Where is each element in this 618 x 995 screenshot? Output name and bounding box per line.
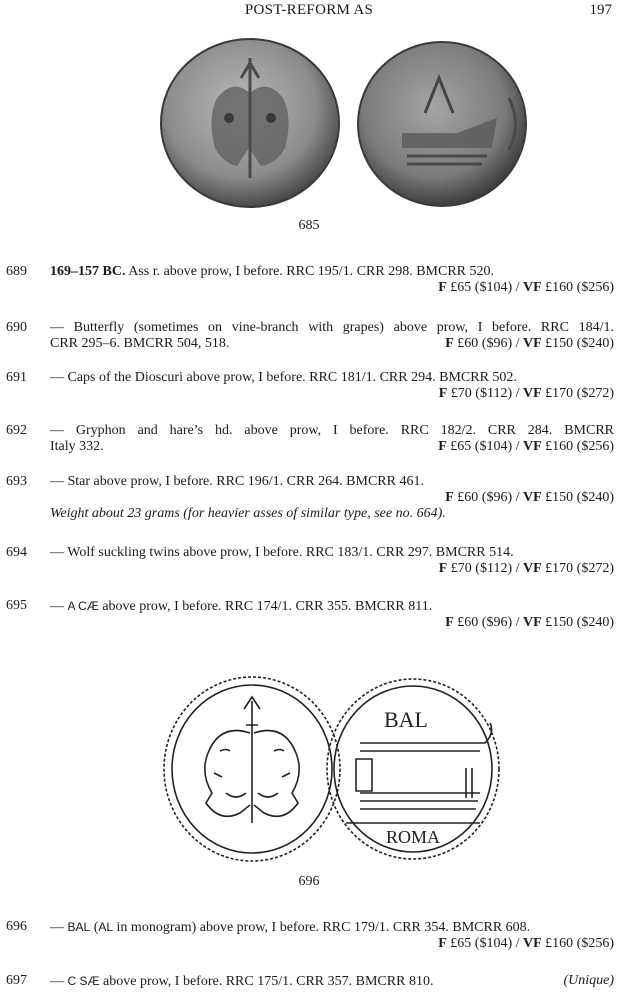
coin-legend: BAL (67, 920, 91, 934)
entry-description: — Caps of the Dioscuri above prow, I before. RRC 181/1. CRR 294. BMCRR 502. (50, 370, 517, 385)
entry-date: 169–157 BC. (50, 264, 126, 279)
catalogue-entry-695: 695 — A CÆ above prow, I before. RRC 174/1. CRR 355. BMCRR 811. F £60 ($96) / VF £150 ($240) (6, 598, 614, 630)
coin-legend: C SÆ (67, 974, 100, 988)
catalogue-entry-689 (6, 264, 618, 296)
price-line: F £60 ($96) / VF £150 ($240) (445, 336, 614, 351)
coin-legend-roma: ROMA (385, 827, 441, 847)
page-header (0, 0, 618, 20)
coin-drawing-696 (160, 673, 505, 865)
coin-legend-monogram: AL (98, 920, 114, 934)
running-title: POST-REFORM AS (244, 2, 374, 18)
price-line: F £65 ($104) / VF £160 ($256) (438, 439, 614, 454)
price-line: F £65 ($104) / VF £160 ($256) (438, 280, 614, 295)
entry-number: 695 (6, 598, 27, 613)
entry-description: — Wolf suckling twins above prow, I before. RRC 183/1. CRR 297. BMCRR 514. (50, 545, 514, 560)
entry-description: — Gryphon and hare’s hd. above prow, I before. RRC 182/2. CRR 284. BMCRR (50, 423, 614, 438)
entry-number: 690 (6, 320, 27, 335)
price-line: F £60 ($96) / VF £150 ($240) (445, 490, 614, 505)
catalogue-entry-693 (6, 474, 618, 522)
price-line: F £70 ($112) / VF £170 ($272) (438, 561, 614, 576)
coin-photo-685 (157, 38, 527, 210)
entry-description: Ass r. above prow, I before. RRC 195/1. CRR 298. BMCRR 520. (128, 264, 495, 279)
catalogue-entry-697: 697 — C SÆ above prow, I before. RRC 175/1. CRR 357. BMCRR 810. (Unique) (6, 973, 614, 989)
entry-number: 689 (6, 264, 27, 279)
entry-description-cont: CRR 295–6. BMCRR 504, 518. (50, 336, 230, 351)
coin-reverse-685 (358, 42, 526, 206)
coin-obverse-685 (161, 39, 339, 207)
entry-description: — Butterfly (sometimes on vine-branch with grapes) above prow, I before. RRC 184/1. (50, 320, 614, 335)
entry-number: 694 (6, 545, 27, 560)
catalogue-entry-691 (6, 370, 618, 402)
price-line: F £65 ($104) / VF £160 ($256) (438, 936, 614, 951)
page-number: 197 (589, 2, 612, 18)
entry-description: — Star above prow, I before. RRC 196/1. CRR 264. BMCRR 461. (50, 474, 424, 489)
coin-obverse-696 (164, 677, 340, 861)
coin-legend: A CÆ (67, 599, 99, 613)
catalogue-entry-692 (6, 423, 618, 455)
price-line: F £70 ($112) / VF £170 ($272) (438, 386, 614, 401)
entry-number: 692 (6, 423, 27, 438)
rarity-note: (Unique) (563, 973, 614, 988)
entry-number: 697 (6, 973, 27, 988)
entry-number: 691 (6, 370, 27, 385)
coin-legend-bal: BAL (384, 707, 428, 732)
entry-description: above prow, I before. RRC 174/1. CRR 355. BMCRR 811. (102, 599, 433, 614)
entry-description: above prow, I before. RRC 175/1. CRR 357. BMCRR 810. (103, 974, 434, 989)
catalogue-entry-694 (6, 545, 618, 577)
coin-reverse-696 (327, 679, 499, 859)
price-line: F £60 ($96) / VF £150 ($240) (445, 615, 614, 630)
figure-caption-696: 696 (298, 874, 320, 889)
entry-number: 696 (6, 919, 27, 934)
entry-number: 693 (6, 474, 27, 489)
entry-note: Weight about 23 grams (for heavier asses of similar type, see no. 664). (50, 506, 446, 521)
entry-description: in monogram) above prow, I before. RRC 179/1. CRR 354. BMCRR 608. (116, 920, 531, 935)
catalogue-entry-696: 696 — BAL (AL in monogram) above prow, I before. RRC 179/1. CRR 354. BMCRR 608. F £65 ($104) / VF £160 ($256) (6, 919, 614, 951)
catalogue-entry-690 (6, 320, 618, 352)
figure-caption-685: 685 (298, 218, 320, 233)
entry-description-cont: Italy 332. (50, 439, 104, 454)
